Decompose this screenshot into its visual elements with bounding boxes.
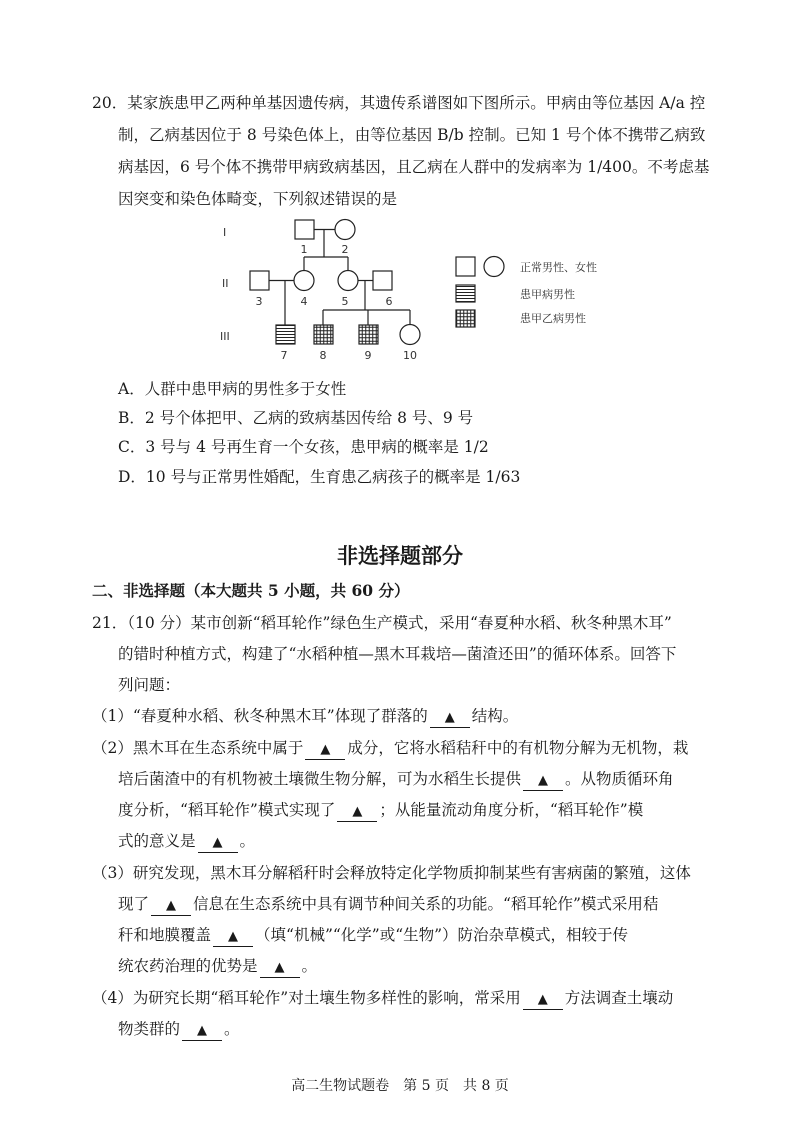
q21-part2-line4 — [118, 830, 255, 853]
q21-p2-l1b: 成分，它将水稻秸秆中的有机物分解为无机物，栽 — [347, 739, 689, 757]
individual-4-female — [294, 271, 314, 291]
id-3: 3 — [255, 295, 263, 308]
answer-blank[interactable] — [305, 739, 345, 760]
blank-triangle-icon: ▲ — [197, 1023, 208, 1038]
id-7: 7 — [280, 349, 288, 362]
q21-p2-l4a: 式的意义是 — [118, 832, 196, 850]
q21-part1 — [92, 705, 518, 728]
q20-line-3: 病基因，6 号个体不携带甲病致病基因，且乙病在人群中的发病率为 1/400。不考虑基 — [118, 158, 710, 176]
id-2: 2 — [341, 243, 349, 256]
q21-p2-l4b: 。 — [239, 832, 256, 850]
legend-normal-female — [484, 257, 504, 277]
section-title: 非选择题部分 — [337, 544, 463, 568]
q21-part2-line3 — [118, 799, 643, 822]
id-10: 10 — [403, 349, 417, 362]
page-footer: 高二生物试题卷 第 5 页 共 8 页 — [291, 1078, 509, 1094]
answer-blank[interactable] — [151, 895, 191, 916]
q21-p4-l1b: 方法调查土壤动 — [564, 989, 674, 1007]
q20-option-b: B．2 号个体把甲、乙病的致病基因传给 8 号、9 号 — [118, 409, 474, 427]
legend-disease-a-male — [456, 285, 475, 302]
q21-part2-line2 — [118, 768, 674, 791]
individual-7-male-disease-a — [276, 325, 295, 344]
q21-p2-l2b: 。从物质循环角 — [565, 770, 674, 788]
answer-blank[interactable] — [523, 770, 563, 791]
id-4: 4 — [300, 295, 308, 308]
q21-p3-l4a: 统农药治理的优势是 — [118, 957, 258, 975]
q21-part2-line1 — [92, 737, 688, 760]
q21-part3-line4 — [118, 955, 317, 978]
blank-triangle-icon: ▲ — [320, 742, 331, 757]
id-1: 1 — [300, 243, 308, 256]
id-8: 8 — [319, 349, 327, 362]
legend-normal-male — [456, 257, 475, 276]
q21-p3-l3b: （填“机械”“化学”或“生物”）防治杂草模式，相较于传 — [255, 926, 629, 944]
individual-2-female — [335, 220, 355, 240]
individual-3-male — [250, 271, 269, 290]
q20-option-d: D．10 号与正常男性婚配，生育患乙病孩子的概率是 1/63 — [118, 468, 521, 486]
blank-triangle-icon: ▲ — [212, 835, 223, 850]
q21-intro-2: 的错时种植方式，构建了“水稻种植—黑木耳栽培—菌渣还田”的循环体系。回答下 — [118, 645, 677, 663]
q21-part3-line3 — [118, 924, 628, 947]
blank-triangle-icon: ▲ — [444, 710, 455, 725]
q21-p3-l2b: 信息在生态系统中具有调节种间关系的功能。“稻耳轮作”模式采用秸 — [193, 895, 659, 913]
q21-p2-l3b: ；从能量流动角度分析，“稻耳轮作”模 — [379, 801, 644, 819]
id-9: 9 — [364, 349, 372, 362]
q21-p2-l3a: 度分析，“稻耳轮作”模式实现了 — [118, 801, 336, 819]
individual-1-male — [295, 220, 314, 239]
individual-9-male-disease-ab — [359, 325, 378, 344]
blank-triangle-icon: ▲ — [537, 992, 548, 1007]
gen-label-I: I — [223, 226, 227, 239]
answer-blank[interactable] — [260, 957, 300, 978]
q21-p4-l2a: 物类群的 — [118, 1020, 181, 1038]
q21-p2-l2a: 培后菌渣中的有机物被土壤微生物分解，可为水稻生长提供 — [118, 770, 522, 788]
answer-blank[interactable] — [198, 832, 238, 853]
q21-intro-3: 列问题： — [118, 676, 181, 694]
q21-p3-l2a: 现了 — [118, 895, 150, 913]
legend-disease-ab-male — [456, 310, 475, 327]
legend-label-normal: 正常男性、女性 — [520, 261, 597, 274]
q21-part4-line1 — [92, 987, 673, 1010]
id-5: 5 — [341, 295, 349, 308]
legend-label-disease-a: 患甲病男性 — [520, 288, 575, 301]
blank-triangle-icon: ▲ — [274, 960, 285, 975]
individual-8-male-disease-ab — [314, 325, 333, 344]
blank-triangle-icon: ▲ — [228, 929, 239, 944]
pedigree-diagram — [0, 0, 800, 380]
q20-line-4: 因突变和染色体畸变，下列叙述错误的是 — [118, 190, 398, 208]
q21-part4-line2 — [118, 1018, 240, 1041]
q20-line-1: 20．某家族患甲乙两种单基因遗传病，其遗传系谱图如下图所示。甲病由等位基因 A/a 控 — [92, 94, 706, 112]
individual-6-male — [373, 271, 392, 290]
q21-p3-l4b: 。 — [301, 957, 318, 975]
legend-label-disease-ab: 患甲乙病男性 — [520, 312, 586, 325]
answer-blank[interactable] — [523, 989, 563, 1010]
answer-blank[interactable] — [430, 707, 470, 728]
individual-10-female — [400, 325, 420, 345]
gen-label-III: III — [220, 330, 230, 343]
q21-p1-text-b: 结构。 — [471, 707, 519, 725]
q21-intro-1: 21．（10 分）某市创新“稻耳轮作”绿色生产模式，采用“春夏种水稻、秋冬种黑木耳” — [92, 614, 672, 632]
q21-part3-line1: （3）研究发现，黑木耳分解稻秆时会释放特定化学物质抑制某些有害病菌的繁殖，这体 — [92, 864, 691, 882]
q20-line-2: 制，乙病基因位于 8 号染色体上，由等位基因 B/b 控制。已知 1 号个体不携带乙病致 — [118, 126, 706, 144]
q21-p1-text-a: （1）“春夏种水稻、秋冬种黑木耳”体现了群落的 — [92, 707, 428, 725]
q20-option-c: C．3 号与 4 号再生育一个女孩，患甲病的概率是 1/2 — [118, 438, 489, 456]
q21-part3-line2 — [118, 893, 658, 916]
individual-5-female — [338, 271, 358, 291]
blank-triangle-icon: ▲ — [538, 773, 549, 788]
blank-triangle-icon: ▲ — [352, 804, 363, 819]
answer-blank[interactable] — [182, 1020, 222, 1041]
answer-blank[interactable] — [337, 801, 377, 822]
q21-p3-l3a: 秆和地膜覆盖 — [118, 926, 212, 944]
q21-p4-l2b: 。 — [224, 1020, 240, 1038]
gen-label-II: II — [222, 277, 229, 290]
q20-option-a: A．人群中患甲病的男性多于女性 — [118, 380, 347, 398]
blank-triangle-icon: ▲ — [166, 898, 177, 913]
section-subtitle: 二、非选择题（本大题共 5 小题，共 60 分） — [92, 581, 410, 600]
q21-p2-l1a: （2）黑木耳在生态系统中属于 — [92, 739, 304, 757]
id-6: 6 — [385, 295, 393, 308]
q21-p4-l1a: （4）为研究长期“稻耳轮作”对土壤生物多样性的影响，常采用 — [92, 989, 521, 1007]
answer-blank[interactable] — [213, 926, 253, 947]
